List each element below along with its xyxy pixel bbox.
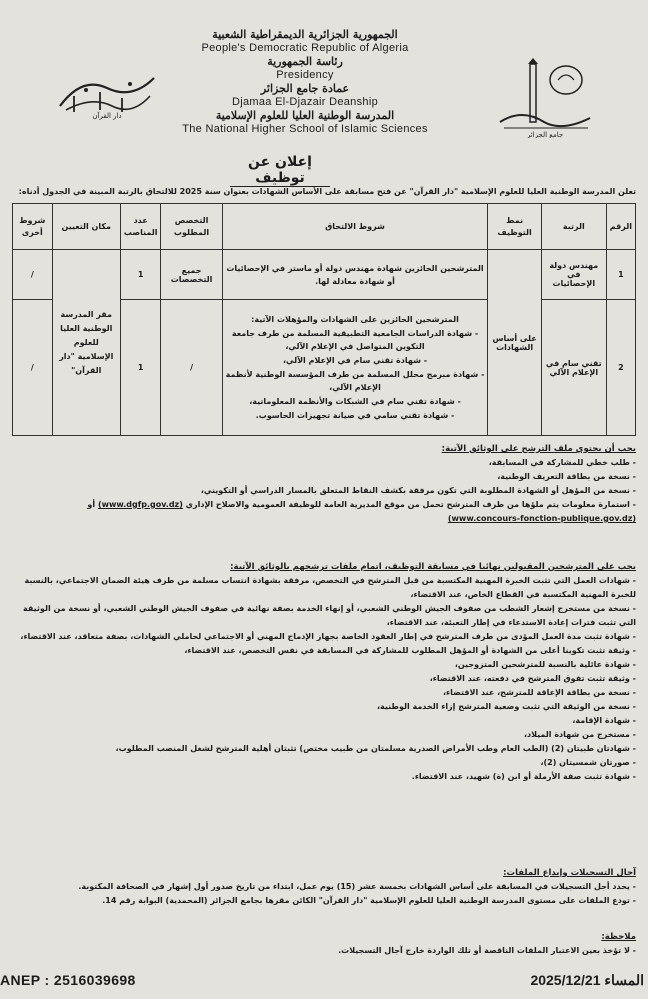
condition-line: - شهادة تقني سام في الإعلام الآلي، (282, 356, 428, 365)
intro-paragraph: تعلن المدرسة الوطنية العليا للعلوم الإسلامية "دار القرآن" عن فتح مسابقة على الأساس الشهادات بعنوان سنة 2025 للالتحاق بالرتبة المبينة في الجدول أدناه: (18, 187, 636, 196)
table-row (13, 250, 636, 300)
list-item: - يحدد أجل التسجيلات في المسابقة على أساس الشهادات بخمسة عشر (15) يوم عمل، ابتداء من تاريخ صدور أول إشهار في الصحافة المكتوبة. (78, 882, 636, 891)
list-item: - نسخة من الوثيقة التي تثبت وضعية المترشح إزاء الخدمة الوطنية، (377, 702, 636, 711)
republic-ar: الجمهورية الجزائرية الديمقراطية الشعبية (212, 28, 398, 41)
list-item: - شهادات العمل التي تثبت الخبرة المهنية المكتسبة من قبل المترشح في التخصص، مرفقة بشهادة انتساب مسلمة من طرف هيئة الضمان الاجتماعي، بالنسبة للخبرة المهنية المكتسبة في القطاع الخاص، عند الاقتضاء، (24, 576, 636, 599)
condition-line: المترشحين الحائزين على الشهادات والمؤهلات الآتية: (251, 315, 459, 324)
section-heading: آجال التسجيلات وإيداع الملفات: (503, 868, 636, 878)
list-item: - صورتان شمسيتان (2)، (540, 758, 636, 767)
list-item: - شهادتان طبيتان (2) (الطب العام وطب الأمراض الصدرية مسلمتان من طبيب مختص) تثبتان أهلية المترشح لشغل المنصب المطلوب، (115, 744, 636, 753)
cell-place: مقر المدرسة الوطنية العليا للعلوم الإسلامية "دار القرآن" (52, 250, 120, 436)
th-other: شروط أخرى (13, 204, 53, 250)
th-num: الرقم (606, 204, 635, 250)
concours-link[interactable]: (www.concours-fonction-publique.gov.dz) (447, 514, 636, 523)
note-section (12, 930, 636, 958)
th-mode: نمط التوظيف (488, 204, 541, 250)
deadline-section (12, 866, 636, 908)
list-item: - وثيقة تثبت تفوق المترشح في دفعته، عند الاقتضاء، (429, 674, 636, 683)
link-or: أو (87, 500, 96, 509)
announcement-title: إعلان عن توظيف (230, 154, 330, 187)
list-item: - طلب خطي للمشاركة في المسابقة، (488, 458, 636, 467)
list-item: - شهادة عائلية بالنسبة للمترشحين المتزوجين، (454, 660, 636, 669)
presidency-en: Presidency (276, 69, 334, 81)
logo-left-text: دار القرآن (92, 112, 122, 120)
list-item: - نسخة من بطاقة الإعاقة للمترشح، عند الاقتضاء، (443, 688, 636, 697)
cell-num: 1 (606, 250, 635, 300)
school-en: The National Higher School of Islamic Sciences (182, 123, 428, 135)
date-value: 2025/12/21 (530, 972, 601, 988)
list-item: - نسخة من بطاقة التعريف الوطنية، (497, 472, 636, 481)
cell-other: / (13, 250, 53, 300)
th-place: مكان التعيين (52, 204, 120, 250)
list-item: - نسخة من المؤهل أو الشهادة المطلوبة التي تكون مرفقة بكشف النقاط المتعلق بالمسار الدراسي أو التكويني، (200, 486, 636, 495)
letterhead (0, 0, 648, 150)
list-item: - نسخة من مستخرج إشعار الشطب من صفوف الجيش الوطني الشعبي، أو إنهاء الخدمة بصفة نهائية في صفوف الجيش الوطني الشعبي، أو نسخة من الوثيقة التي تثبت فترات إعادة الاستدعاء في إطار التعبئة، عند الاقتضاء، (23, 604, 636, 627)
letterhead-text (150, 28, 460, 136)
section-heading: ملاحظة: (601, 932, 636, 942)
list-item: - شهادة الإقامة، (572, 716, 636, 725)
newspaper-date (530, 972, 644, 989)
cell-rank: تقني سام في الإعلام الآلي (541, 300, 606, 436)
th-rank: الرتبة (541, 204, 606, 250)
anep-reference: ANEP : 2516039698 (0, 972, 136, 988)
cell-conditions (222, 250, 488, 300)
list-item: - شهادة تثبت صفة الأرملة أو ابن (ة) شهيد، عند الاقتضاء. (411, 772, 636, 781)
cell-count: 1 (120, 250, 161, 300)
list-item (12, 498, 636, 512)
list-item: - مستخرج من شهادة الميلاد، (523, 730, 636, 739)
condition-line: - شهادة تقني سامي في صيانة تجهيزات الحاسوب. (255, 411, 455, 420)
school-ar: المدرسة الوطنية العليا للعلوم الإسلامية (215, 109, 395, 122)
dgfp-link[interactable]: (www.dgfp.gov.dz) (97, 500, 183, 509)
cell-specialty: جميع التخصصات (161, 250, 222, 300)
cell-num: 2 (606, 300, 635, 436)
condition-line: - شهادة تقني سام في الشبكات والأنظمة المعلوماتية، (249, 397, 461, 406)
th-count: عدد المناصب (120, 204, 161, 250)
presidency-ar: رئاسة الجمهورية (267, 55, 343, 68)
file-requirements-section (12, 442, 636, 526)
cell-specialty: / (161, 300, 222, 436)
dar-al-quran-logo (52, 66, 162, 120)
condition-line: - شهادة الدراسات الجامعية التطبيقية المسلمة من طرف جامعة التكوين المتواصل في الإعلام الآلي، (231, 329, 479, 351)
date-label: المساء (604, 972, 644, 988)
page-footer (0, 968, 648, 992)
list-item (12, 512, 636, 526)
th-specialty: التخصص المطلوب (161, 204, 222, 250)
condition-line: المترشحين الحائزين شهادة مهندس دولة أو ماستر في الإحصائيات أو شهادة معادلة لها. (226, 263, 484, 286)
list-item: - وثيقة تثبت تكوينا أعلى من الشهادة أو المؤهل المطلوب للمشاركة في المسابقة في نفس التخصص، عند الاقتضاء، (184, 646, 636, 655)
cell-mode: على أساس الشهادات (488, 250, 541, 436)
republic-en: People's Democratic Republic of Algeria (201, 42, 409, 54)
cell-count: 1 (120, 300, 161, 436)
deanship-ar: عمادة جامع الجزائر (260, 82, 350, 95)
table-header-row (13, 204, 636, 250)
list-item: - تودع الملفات على مستوى المدرسة الوطنية العليا للعلوم الإسلامية "دار القرآن" الكائن مقرها بجامع الجزائر (المحمدية) البوابة رقم 14. (102, 896, 636, 905)
positions-table (12, 203, 636, 436)
section-heading: يجب أن يحتوي ملف الترشح على الوثائق الآتية: (441, 444, 636, 454)
logo-right-text: جامع الجزائر (526, 131, 564, 138)
list-item-text: - استمارة معلومات يتم ملؤها من طرف المترشح تحمل من موقع المديرية العامة للوظيفة العمومية والاصلاح الإداري (185, 500, 636, 509)
list-item: - شهادة تثبت مدة العمل المؤدى من طرف المترشح في إطار العقود الخاصة بجهاز الإدماج المهني أو الاجتماعي لحاملي الشهادات، بصفة متعاقد، عند الاقتضاء، (20, 632, 636, 641)
cell-rank: مهندس دولة في الإحصائيات (541, 250, 606, 300)
cell-conditions (222, 300, 488, 436)
djamaa-el-djazair-logo (492, 58, 598, 138)
list-item: - لا تؤخذ بعين الاعتبار الملفات الناقصة أو تلك الواردة خارج آجال التسجيلات. (338, 946, 636, 955)
cell-other: / (13, 300, 53, 436)
deanship-en: Djamaa El-Djazair Deanship (232, 96, 378, 108)
section-heading: يجب على المترشحين المقبولين نهائيا في مسابقة التوظيف، اتمام ملفات ترشحهم بالوثائق الآتية: (230, 562, 636, 572)
accepted-candidates-section (12, 560, 636, 784)
condition-line: - شهادة مبرمج محلل المسلمة من طرف المؤسسة الوطنية لأنظمة الإعلام الآلي، (225, 370, 485, 392)
th-conditions: شروط الالتحاق (222, 204, 488, 250)
